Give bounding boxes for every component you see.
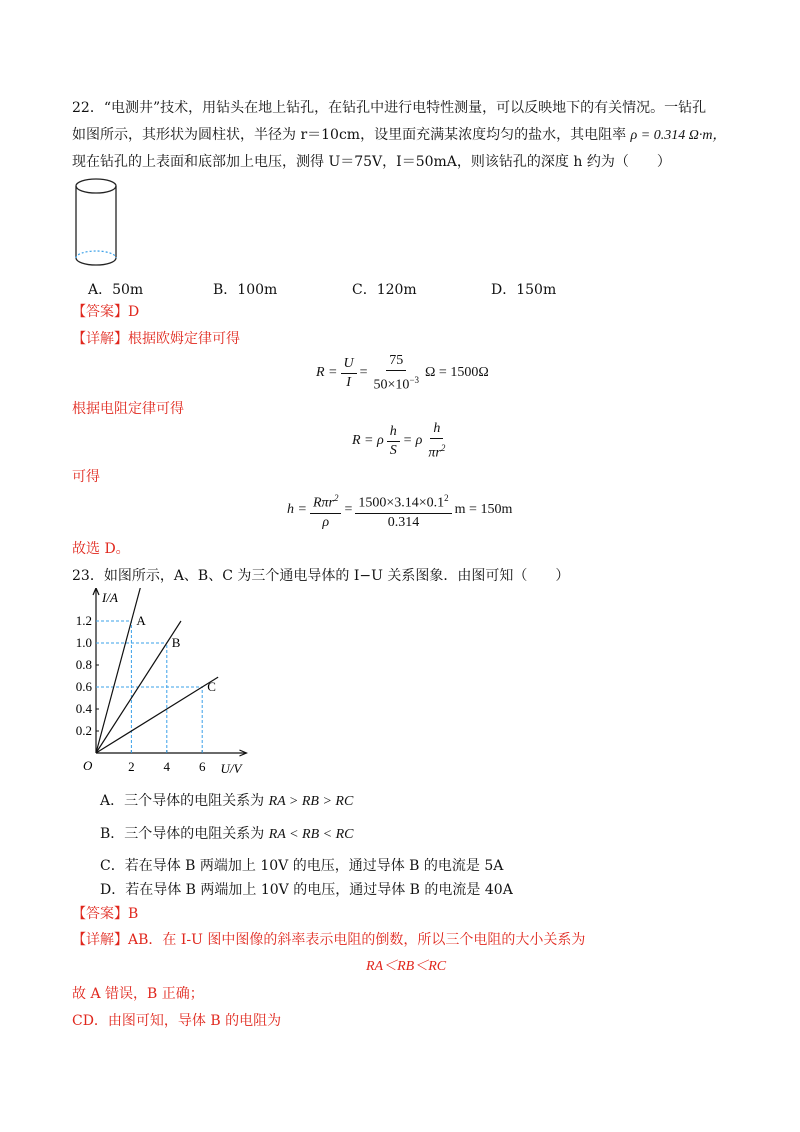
- eq1-f2-den: 50×10: [373, 377, 410, 393]
- x-tick-label: 6: [198, 759, 206, 774]
- q22-stem-line3: 现在钻孔的上表面和底部加上电压，测得 U＝75V，I＝50mA，则该钻孔的深度 h 约为（ ）: [72, 154, 671, 170]
- eq2-f1-num: h: [387, 423, 400, 442]
- eq1-equals: =: [359, 365, 368, 381]
- q23-option-a[interactable]: [100, 790, 353, 813]
- q22-conclusion: 故选 D。: [72, 541, 130, 557]
- equation-resistance-law: [352, 420, 451, 463]
- q22-option-b[interactable]: B．100m: [213, 282, 278, 298]
- q23-option-d[interactable]: D．若在导体 B 两端加上 10V 的电压，通过导体 B 的电流是 40A: [100, 882, 513, 898]
- eq1-tail: Ω = 1500Ω: [425, 365, 489, 381]
- q23-detail-label: 【详解】: [72, 932, 128, 948]
- iu-chart: [68, 588, 268, 780]
- series-label-a: A: [136, 613, 146, 628]
- q22-option-a[interactable]: A．50m: [88, 282, 144, 298]
- eq1-f1-den: I: [346, 374, 351, 390]
- eq3-equals: =: [344, 502, 353, 518]
- q23-option-a-text: A．三个导体的电阻关系为: [100, 793, 265, 809]
- q22-detail-label: 【详解】: [72, 331, 128, 347]
- q23-line2: 故 A 错误，B 正确；: [72, 986, 204, 1002]
- q22-stem-line2: [72, 124, 726, 147]
- q22-text-resistance-law: 根据电阻定律可得: [72, 401, 184, 417]
- q22-detail: [72, 328, 240, 350]
- q22-text-then: 可得: [72, 469, 100, 485]
- eq3-f1-num: Rπr: [312, 495, 334, 511]
- x-axis-label: U/V: [220, 761, 242, 776]
- eq2-f2-num: h: [430, 420, 443, 439]
- q23-detail-text: AB．在 I-U 图中图像的斜率表示电阻的倒数，所以三个电阻的大小关系为: [128, 932, 586, 948]
- q22-stem-line2-text: 如图所示，其形状为圆柱状，半径为 r＝10cm，设里面充满某浓度均匀的盐水，其电阻率: [72, 127, 627, 143]
- eq3-lhs: h =: [287, 502, 307, 518]
- eq1-lhs: R =: [316, 365, 338, 381]
- q23-stem: 23．如图所示，A、B、C 为三个通电导体的 I−U 关系图象．由图可知（ ）: [72, 568, 570, 584]
- y-tick-label: 0.4: [75, 701, 92, 716]
- q23-relation: RA＜RB＜RC: [366, 959, 447, 974]
- q22-rho-value: ρ = 0.314 Ω·m，: [630, 128, 727, 143]
- q22-stem-line1: 22．“电测井”技术，用钻头在地上钻孔，在钻孔中进行电特性测量，可以反映地下的有关情况。一钻孔: [72, 100, 707, 116]
- q22-detail-text: 根据欧姆定律可得: [128, 331, 240, 347]
- q23-option-c[interactable]: C．若在导体 B 两端加上 10V 的电压，通过导体 B 的电流是 5A: [100, 858, 504, 874]
- q23-line3: CD．由图可知，导体 B 的电阻为: [72, 1013, 282, 1029]
- q23-answer: [72, 903, 138, 925]
- q22-answer-label: 【答案】: [72, 304, 128, 320]
- y-tick-label: 0.2: [75, 723, 92, 738]
- y-tick-label: 1.2: [75, 613, 92, 628]
- y-tick-label: 1.0: [75, 635, 92, 650]
- q23-option-b-relation: RA < RB < RC: [268, 827, 354, 842]
- series-label-b: B: [171, 635, 181, 650]
- equation-ohm: [316, 352, 489, 395]
- q23-option-a-relation: RA > RB > RC: [268, 794, 354, 809]
- q23-answer-label: 【答案】: [72, 906, 128, 922]
- eq2-f2-den-exp: 2: [440, 443, 446, 453]
- x-tick-label: 2: [128, 759, 135, 774]
- y-tick-label: 0.8: [75, 657, 92, 672]
- cylinder-figure: [70, 176, 122, 274]
- equation-depth: [287, 489, 512, 532]
- eq1-f2-den-exp: −3: [409, 375, 420, 385]
- series-line-c: [96, 677, 218, 753]
- y-tick-label: 0.6: [75, 679, 92, 694]
- eq1-f1-num: U: [341, 355, 357, 374]
- q23-option-b[interactable]: [100, 823, 354, 846]
- origin-label: O: [83, 758, 93, 773]
- eq2-f1-den: S: [389, 442, 397, 458]
- eq3-tail: m = 150m: [454, 502, 513, 518]
- x-tick-label: 4: [163, 759, 171, 774]
- eq3-f1-num-exp: 2: [333, 493, 339, 503]
- eq2-f2-den: πr: [428, 445, 441, 461]
- eq3-f2-den: 0.314: [387, 514, 420, 530]
- eq2-lhs: R = ρ: [352, 433, 384, 449]
- q22-option-d[interactable]: D．150m: [491, 282, 557, 298]
- eq1-f2-num: 75: [386, 352, 406, 371]
- series-label-c: C: [207, 679, 216, 694]
- q22-answer: [72, 301, 139, 323]
- eq3-f2-num-exp: 2: [444, 493, 449, 503]
- q23-detail: [72, 929, 585, 951]
- eq3-f2-num: 1500×3.14×0.1: [358, 495, 445, 511]
- q22-option-c[interactable]: C．120m: [352, 282, 417, 298]
- q22-answer-value: D: [128, 304, 140, 320]
- q23-option-b-text: B．三个导体的电阻关系为: [100, 826, 265, 842]
- q23-answer-value: B: [128, 906, 139, 922]
- eq3-f1-den: ρ: [322, 514, 330, 530]
- y-axis-label: I/A: [102, 590, 118, 605]
- eq2-mid: = ρ: [402, 433, 423, 449]
